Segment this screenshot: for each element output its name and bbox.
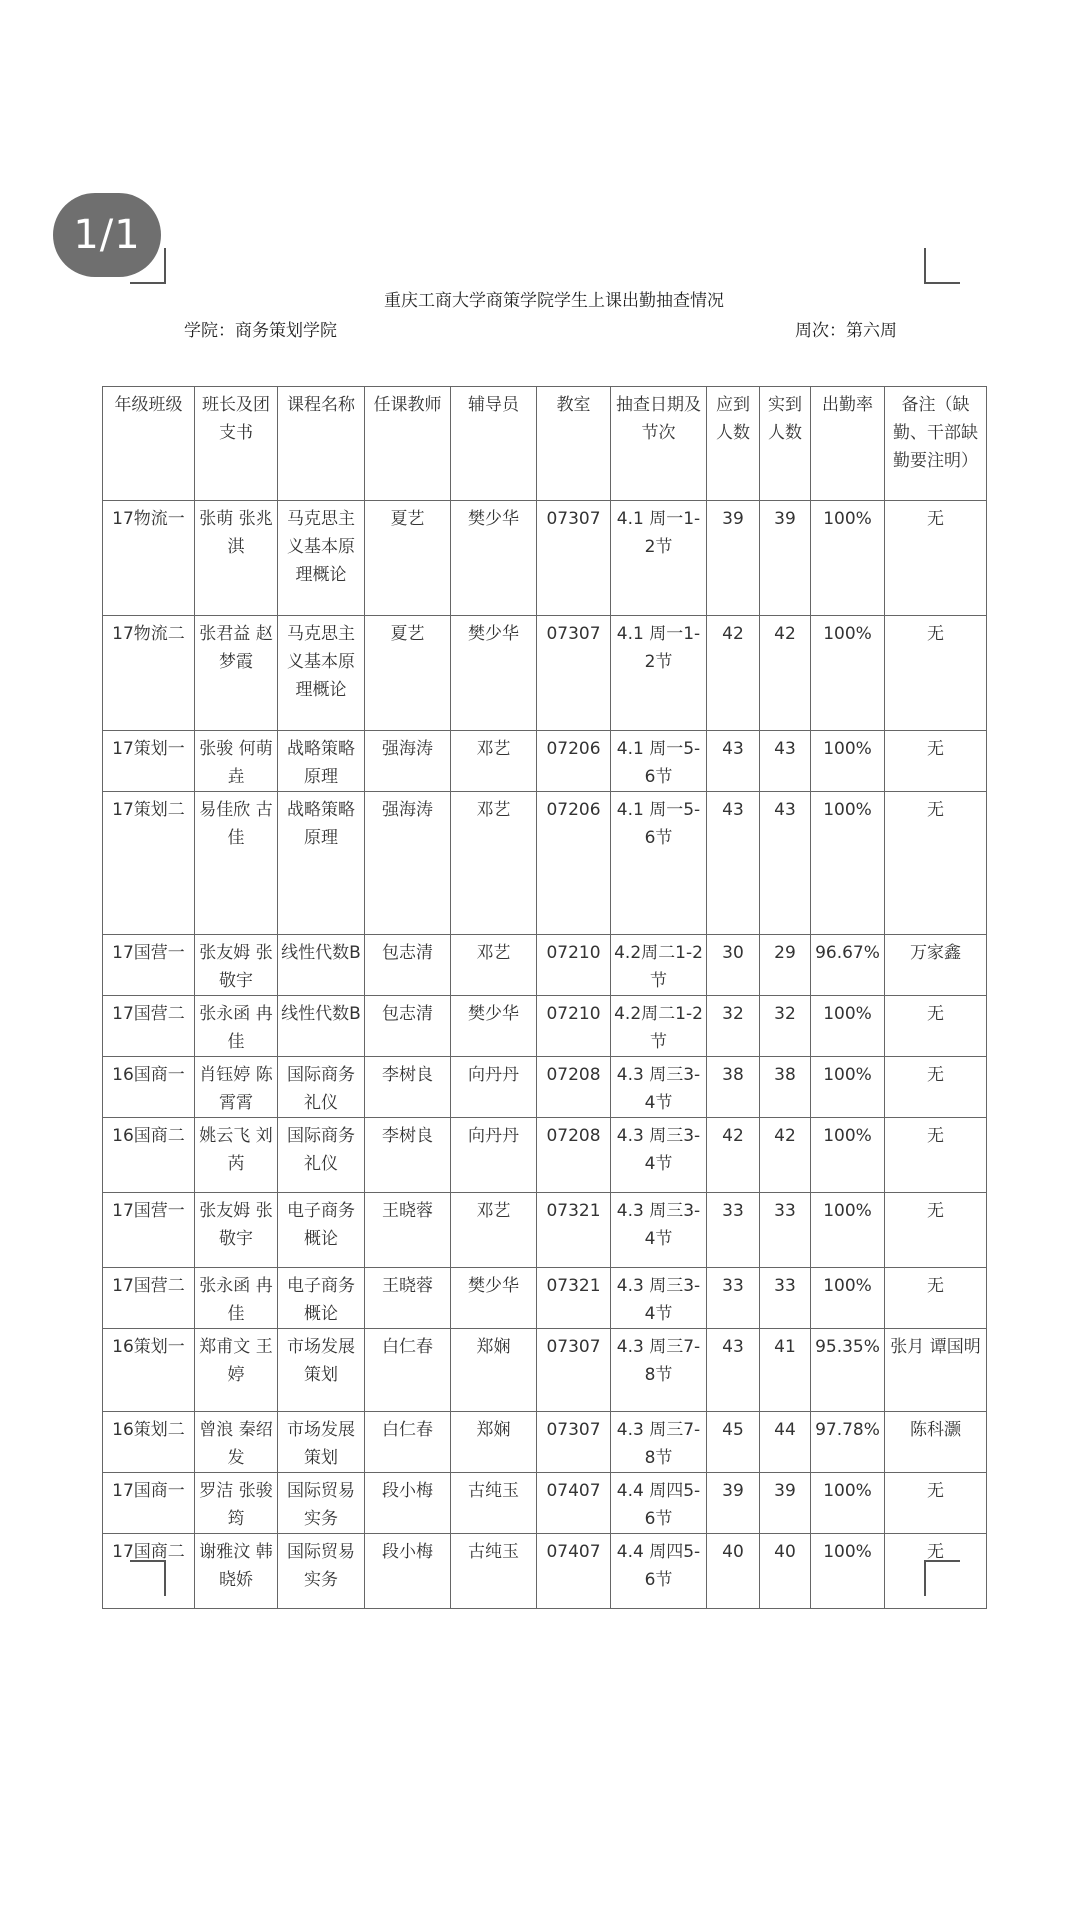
cell-class: 17国营二 [103,996,195,1057]
week-label: 周次：第六周 [795,321,897,341]
cell-class: 17国商一 [103,1473,195,1534]
cell-date: 4.4 周四5-6节 [611,1473,707,1534]
cell-counselor: 邓艺 [451,1193,537,1268]
cell-teacher: 白仁春 [365,1412,451,1473]
table-row [103,731,987,792]
cell-note: 无 [885,1118,987,1193]
cell-rate: 100% [811,1193,885,1268]
cell-note: 无 [885,1193,987,1268]
cell-actual: 39 [760,1473,811,1534]
cell-date: 4.1 周一5-6节 [611,792,707,935]
cell-counselor: 郑娴 [451,1329,537,1412]
table-row [103,792,987,935]
cell-room: 07206 [537,792,611,935]
column-header: 抽查日期及节次 [611,387,707,501]
cell-note: 无 [885,1473,987,1534]
cell-date: 4.1 周一1-2节 [611,501,707,616]
cell-class: 17策划一 [103,731,195,792]
column-header: 应到人数 [707,387,760,501]
cell-expected: 39 [707,1473,760,1534]
cell-actual: 44 [760,1412,811,1473]
table-row [103,1473,987,1534]
table-row [103,1268,987,1329]
cell-teacher: 白仁春 [365,1329,451,1412]
cell-course: 国际商务礼仪 [278,1118,365,1193]
cell-date: 4.3 周三7-8节 [611,1412,707,1473]
cell-room: 07307 [537,1329,611,1412]
cell-monitors: 郑甫文 王婷 [195,1329,278,1412]
cell-monitors: 张君益 赵梦霞 [195,616,278,731]
cell-course: 国际贸易实务 [278,1473,365,1534]
cell-teacher: 李树良 [365,1057,451,1118]
table-row [103,616,987,731]
cell-rate: 100% [811,731,885,792]
cell-room: 07307 [537,1412,611,1473]
cell-class: 17物流二 [103,616,195,731]
cell-room: 07321 [537,1193,611,1268]
cell-monitors: 易佳欣 古佳 [195,792,278,935]
cell-room: 07208 [537,1118,611,1193]
table-header-row [103,387,987,501]
cell-class: 17物流一 [103,501,195,616]
cell-teacher: 包志清 [365,996,451,1057]
cell-date: 4.3 周三3-4节 [611,1268,707,1329]
cell-monitors: 张友姆 张敬宇 [195,1193,278,1268]
cell-monitors: 谢雅汶 韩晓娇 [195,1534,278,1609]
cell-monitors: 张萌 张兆淇 [195,501,278,616]
document-title: 重庆工商大学商策学院学生上课出勤抽查情况 [384,291,724,311]
cell-teacher: 强海涛 [365,731,451,792]
cell-rate: 100% [811,1473,885,1534]
cell-rate: 95.35% [811,1329,885,1412]
cell-rate: 100% [811,996,885,1057]
cell-monitors: 罗洁 张骏筠 [195,1473,278,1534]
table-row [103,1057,987,1118]
cell-counselor: 樊少华 [451,996,537,1057]
cell-teacher: 强海涛 [365,792,451,935]
cell-rate: 96.67% [811,935,885,996]
column-header: 备注（缺勤、干部缺勤要注明） [885,387,987,501]
cell-class: 17国营一 [103,935,195,996]
cell-teacher: 王晓蓉 [365,1268,451,1329]
cell-note: 无 [885,501,987,616]
cell-expected: 33 [707,1268,760,1329]
cell-course: 战略策略原理 [278,792,365,935]
table-row [103,1329,987,1412]
cell-actual: 29 [760,935,811,996]
cell-date: 4.2周二1-2节 [611,935,707,996]
cell-note: 无 [885,1057,987,1118]
cell-expected: 43 [707,1329,760,1412]
cell-teacher: 李树良 [365,1118,451,1193]
table-row [103,1193,987,1268]
cell-expected: 43 [707,792,760,935]
cell-monitors: 张永函 冉佳 [195,1268,278,1329]
cell-actual: 38 [760,1057,811,1118]
cell-class: 17国营二 [103,1268,195,1329]
cell-note: 无 [885,996,987,1057]
cell-counselor: 邓艺 [451,935,537,996]
cell-note: 张月 谭国明 [885,1329,987,1412]
cell-teacher: 夏艺 [365,616,451,731]
cell-rate: 100% [811,792,885,935]
column-header: 实到人数 [760,387,811,501]
cell-counselor: 樊少华 [451,501,537,616]
cell-monitors: 张永函 冉佳 [195,996,278,1057]
cell-date: 4.1 周一5-6节 [611,731,707,792]
cell-date: 4.3 周三3-4节 [611,1118,707,1193]
cell-class: 17国商二 [103,1534,195,1609]
cell-date: 4.3 周三7-8节 [611,1329,707,1412]
cell-course: 线性代数B [278,996,365,1057]
cell-class: 16策划一 [103,1329,195,1412]
cell-expected: 33 [707,1193,760,1268]
cell-counselor: 邓艺 [451,731,537,792]
column-header: 任课教师 [365,387,451,501]
cell-note: 无 [885,1268,987,1329]
table-row [103,1534,987,1609]
cell-class: 16国商二 [103,1118,195,1193]
cell-date: 4.3 周三3-4节 [611,1057,707,1118]
cell-course: 线性代数B [278,935,365,996]
cell-rate: 100% [811,616,885,731]
cell-actual: 43 [760,731,811,792]
cell-actual: 40 [760,1534,811,1609]
cell-rate: 100% [811,1268,885,1329]
cell-course: 国际贸易实务 [278,1534,365,1609]
cell-monitors: 曾浪 秦绍发 [195,1412,278,1473]
table-row [103,1412,987,1473]
cell-room: 07208 [537,1057,611,1118]
cell-room: 07307 [537,616,611,731]
column-header: 出勤率 [811,387,885,501]
cell-actual: 32 [760,996,811,1057]
cell-actual: 33 [760,1268,811,1329]
cell-rate: 97.78% [811,1412,885,1473]
cell-room: 07407 [537,1473,611,1534]
cell-teacher: 段小梅 [365,1534,451,1609]
cell-actual: 42 [760,616,811,731]
cell-actual: 42 [760,1118,811,1193]
page-indicator: 1/1 [53,193,161,277]
cell-class: 16策划二 [103,1412,195,1473]
cell-course: 马克思主义基本原理概论 [278,616,365,731]
cell-expected: 30 [707,935,760,996]
cell-course: 电子商务概论 [278,1268,365,1329]
cell-monitors: 姚云飞 刘芮 [195,1118,278,1193]
cell-counselor: 樊少华 [451,616,537,731]
cell-room: 07307 [537,501,611,616]
cell-course: 电子商务概论 [278,1193,365,1268]
cell-note: 陈科灏 [885,1412,987,1473]
column-header: 班长及团支书 [195,387,278,501]
cell-rate: 100% [811,1118,885,1193]
cell-rate: 100% [811,1057,885,1118]
crop-mark-top-right [924,248,960,284]
cell-course: 马克思主义基本原理概论 [278,501,365,616]
cell-date: 4.2周二1-2节 [611,996,707,1057]
cell-rate: 100% [811,501,885,616]
cell-counselor: 向丹丹 [451,1057,537,1118]
cell-course: 战略策略原理 [278,731,365,792]
cell-expected: 45 [707,1412,760,1473]
cell-note: 万家鑫 [885,935,987,996]
cell-class: 17策划二 [103,792,195,935]
cell-teacher: 夏艺 [365,501,451,616]
cell-actual: 43 [760,792,811,935]
table-row [103,1118,987,1193]
cell-expected: 42 [707,1118,760,1193]
cell-expected: 40 [707,1534,760,1609]
cell-room: 07210 [537,996,611,1057]
table-row [103,501,987,616]
cell-monitors: 张友姆 张敬宇 [195,935,278,996]
cell-monitors: 肖钰婷 陈霄霄 [195,1057,278,1118]
cell-expected: 42 [707,616,760,731]
cell-expected: 39 [707,501,760,616]
cell-course: 国际商务礼仪 [278,1057,365,1118]
college-label: 学院：商务策划学院 [184,321,337,341]
cell-note: 无 [885,731,987,792]
cell-teacher: 段小梅 [365,1473,451,1534]
cell-counselor: 樊少华 [451,1268,537,1329]
cell-monitors: 张骏 何萌垚 [195,731,278,792]
cell-expected: 43 [707,731,760,792]
cell-actual: 39 [760,501,811,616]
cell-counselor: 向丹丹 [451,1118,537,1193]
cell-class: 17国营一 [103,1193,195,1268]
cell-room: 07210 [537,935,611,996]
cell-room: 07407 [537,1534,611,1609]
cell-room: 07321 [537,1268,611,1329]
attendance-table [102,386,987,1609]
cell-counselor: 郑娴 [451,1412,537,1473]
cell-course: 市场发展策划 [278,1329,365,1412]
cell-class: 16国商一 [103,1057,195,1118]
cell-date: 4.4 周四5-6节 [611,1534,707,1609]
table-row [103,996,987,1057]
cell-course: 市场发展策划 [278,1412,365,1473]
cell-date: 4.1 周一1-2节 [611,616,707,731]
cell-date: 4.3 周三3-4节 [611,1193,707,1268]
cell-counselor: 邓艺 [451,792,537,935]
cell-expected: 32 [707,996,760,1057]
column-header: 教室 [537,387,611,501]
cell-note: 无 [885,792,987,935]
cell-expected: 38 [707,1057,760,1118]
cell-teacher: 包志清 [365,935,451,996]
column-header: 辅导员 [451,387,537,501]
cell-room: 07206 [537,731,611,792]
table-row [103,935,987,996]
column-header: 年级班级 [103,387,195,501]
cell-counselor: 古纯玉 [451,1473,537,1534]
crop-mark-top-left [130,248,166,284]
column-header: 课程名称 [278,387,365,501]
cell-teacher: 王晓蓉 [365,1193,451,1268]
cell-actual: 33 [760,1193,811,1268]
cell-actual: 41 [760,1329,811,1412]
cell-counselor: 古纯玉 [451,1534,537,1609]
cell-note: 无 [885,616,987,731]
cell-note: 无 [885,1534,987,1609]
cell-rate: 100% [811,1534,885,1609]
